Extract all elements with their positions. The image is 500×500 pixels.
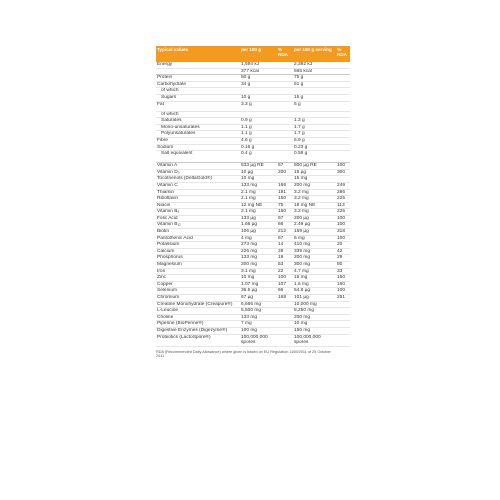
table-row bbox=[156, 163, 350, 170]
rda-100g-value: 67 bbox=[277, 163, 293, 170]
per-100g-value: 2.1 mg bbox=[240, 196, 277, 203]
rda-100g-value bbox=[277, 68, 293, 75]
per-serving-value: 410 mg bbox=[293, 242, 336, 249]
row-label: Digestive Enzymes (Digezyme®) bbox=[156, 327, 240, 334]
per-serving-value: 15 µg bbox=[293, 169, 336, 176]
rda-serving-value: 80 bbox=[336, 262, 350, 269]
row-label: Vitamin A bbox=[156, 163, 240, 170]
row-label: Sugars bbox=[156, 94, 240, 101]
per-100g-value: 1,594 kJ bbox=[240, 62, 277, 68]
rda-serving-value bbox=[336, 88, 350, 95]
table-row bbox=[156, 262, 350, 269]
table-row bbox=[156, 301, 350, 308]
per-serving-value: 18 mg NE bbox=[293, 202, 336, 209]
per-serving-value: 3.2 mg bbox=[293, 209, 336, 216]
rda-100g-value bbox=[277, 321, 293, 328]
rda-100g-value bbox=[277, 334, 293, 346]
rda-serving-value bbox=[336, 68, 350, 75]
per-serving-value: 10,000 mg bbox=[293, 301, 336, 308]
per-serving-value: 6 mg bbox=[293, 235, 336, 242]
row-label: Probiotics (LactoSpore®) bbox=[156, 334, 240, 346]
rda-serving-value bbox=[336, 137, 350, 144]
per-100g-value: 100,000,000 spores bbox=[240, 334, 277, 346]
row-label: Vitamin C bbox=[156, 182, 240, 189]
table-row bbox=[156, 68, 350, 75]
table-row bbox=[156, 88, 350, 95]
row-label: Creatine Monohydrate (Creapure®) bbox=[156, 301, 240, 308]
per-100g-value bbox=[240, 111, 277, 118]
per-100g-value: 10 µg bbox=[240, 169, 277, 176]
rda-serving-value bbox=[336, 176, 350, 183]
row-label: Magnesium bbox=[156, 262, 240, 269]
per-100g-value: 3.1 mg bbox=[240, 268, 277, 275]
rda-serving-value: 286 bbox=[336, 189, 350, 196]
rda-100g-value: 19 bbox=[277, 255, 293, 262]
per-100g-value: 4.6 g bbox=[240, 137, 277, 144]
rda-100g-value: 14 bbox=[277, 242, 293, 249]
row-label: Vitamin D₃ bbox=[156, 169, 240, 176]
rda-100g-value: 166 bbox=[277, 182, 293, 189]
per-serving-value: 150 mg bbox=[293, 327, 336, 334]
table-row bbox=[156, 229, 350, 236]
table-row bbox=[156, 124, 350, 131]
per-100g-value: 200 mg bbox=[240, 262, 277, 269]
per-serving-value: 15 mg bbox=[293, 275, 336, 282]
per-100g-value: 1.1 g bbox=[240, 124, 277, 131]
rda-serving-value bbox=[336, 118, 350, 125]
header-per-serving: per 150 g serving bbox=[293, 46, 336, 62]
table-row bbox=[156, 295, 350, 302]
per-100g-value: 133 mg bbox=[240, 314, 277, 321]
rda-100g-value bbox=[277, 151, 293, 163]
rda-100g-value bbox=[277, 88, 293, 95]
table-row bbox=[156, 235, 350, 242]
table-row bbox=[156, 196, 350, 203]
rda-serving-value: 29 bbox=[336, 255, 350, 262]
table-row bbox=[156, 334, 350, 346]
rda-100g-value: 150 bbox=[277, 209, 293, 216]
header-typical-values: Typical values bbox=[156, 46, 240, 62]
per-100g-value: 273 mg bbox=[240, 242, 277, 249]
per-serving-value: 100,000,000 spores bbox=[293, 334, 336, 346]
table-row bbox=[156, 248, 350, 255]
rda-serving-value: 33 bbox=[336, 268, 350, 275]
table-row bbox=[156, 169, 350, 176]
table-row bbox=[156, 321, 350, 328]
per-serving-value: 4.7 mg bbox=[293, 268, 336, 275]
per-serving-value: 15 g bbox=[293, 94, 336, 101]
per-serving-value: 101 µg bbox=[293, 295, 336, 302]
rda-100g-value bbox=[277, 327, 293, 334]
row-label: Phosphorus bbox=[156, 255, 240, 262]
table-row bbox=[156, 111, 350, 118]
row-label: Fibre bbox=[156, 137, 240, 144]
per-serving-value: 565 kcal bbox=[293, 68, 336, 75]
per-serving-value: 5 g bbox=[293, 101, 336, 111]
per-serving-value: 1.3 g bbox=[293, 118, 336, 125]
table-row bbox=[156, 222, 350, 229]
rda-serving-value bbox=[336, 131, 350, 138]
row-label bbox=[156, 68, 240, 75]
per-100g-value: 1.1 g bbox=[240, 131, 277, 138]
per-100g-value: 6,666 mg bbox=[240, 301, 277, 308]
table-row bbox=[156, 209, 350, 216]
rda-100g-value bbox=[277, 176, 293, 183]
rda-100g-value: 150 bbox=[277, 196, 293, 203]
per-serving-value: 1.7 g bbox=[293, 131, 336, 138]
row-label: Selenium bbox=[156, 288, 240, 295]
table-row bbox=[156, 101, 350, 111]
per-serving-value: 3.2 mg bbox=[293, 196, 336, 203]
per-serving-value: 159 µg bbox=[293, 229, 336, 236]
table-row bbox=[156, 202, 350, 209]
row-label: Calcium bbox=[156, 248, 240, 255]
table-row bbox=[156, 327, 350, 334]
rda-serving-value: 20 bbox=[336, 242, 350, 249]
table-row bbox=[156, 268, 350, 275]
rda-serving-value bbox=[336, 301, 350, 308]
rda-serving-value: 318 bbox=[336, 229, 350, 236]
rda-serving-value: 100 bbox=[336, 222, 350, 229]
per-100g-value: 10 mg bbox=[240, 275, 277, 282]
rda-serving-value: 100 bbox=[336, 163, 350, 170]
per-serving-value: 1.6 mg bbox=[293, 281, 336, 288]
per-serving-value: 2.49 µg bbox=[293, 222, 336, 229]
table-row bbox=[156, 81, 350, 88]
per-serving-value: 800 µg RE bbox=[293, 163, 336, 170]
rda-100g-value bbox=[277, 75, 293, 82]
rda-serving-value: 100 bbox=[336, 288, 350, 295]
rda-100g-value: 75 bbox=[277, 202, 293, 209]
per-serving-value: 0.58 g bbox=[293, 151, 336, 163]
per-100g-value: 533 µg RE bbox=[240, 163, 277, 170]
row-label: Choline bbox=[156, 314, 240, 321]
per-serving-value: 6.9 g bbox=[293, 137, 336, 144]
row-label: Piperine (BioPerine®) bbox=[156, 321, 240, 328]
row-label: Riboflavin bbox=[156, 196, 240, 203]
rda-100g-value bbox=[277, 301, 293, 308]
per-serving-value: 75 g bbox=[293, 75, 336, 82]
row-label: Chromium bbox=[156, 295, 240, 302]
rda-serving-value bbox=[336, 334, 350, 346]
per-serving-value: 15 mg bbox=[293, 176, 336, 183]
per-serving-value: 339 mg bbox=[293, 248, 336, 255]
rda-100g-value bbox=[277, 124, 293, 131]
rda-100g-value bbox=[277, 94, 293, 101]
row-label: Mono-unsaturates bbox=[156, 124, 240, 131]
row-label: Biotin bbox=[156, 229, 240, 236]
row-label: L-Leucine bbox=[156, 308, 240, 315]
rda-100g-value: 67 bbox=[277, 215, 293, 222]
rda-100g-value: 66 bbox=[277, 222, 293, 229]
per-100g-value: 0.16 g bbox=[240, 144, 277, 151]
per-serving-value: 51 g bbox=[293, 81, 336, 88]
per-100g-value: 3.3 g bbox=[240, 101, 277, 111]
table-row bbox=[156, 131, 350, 138]
rda-serving-value bbox=[336, 151, 350, 163]
rda-100g-value: 107 bbox=[277, 281, 293, 288]
rda-100g-value: 22 bbox=[277, 268, 293, 275]
rda-serving-value bbox=[336, 101, 350, 111]
row-label: Potassium bbox=[156, 242, 240, 249]
per-100g-value: 226 mg bbox=[240, 248, 277, 255]
table-row bbox=[156, 176, 350, 183]
table-row bbox=[156, 151, 350, 163]
rda-100g-value: 191 bbox=[277, 189, 293, 196]
row-label: Pantothenic Acid bbox=[156, 235, 240, 242]
per-100g-value: 7 mg bbox=[240, 321, 277, 328]
rda-serving-value: 251 bbox=[336, 295, 350, 302]
rda-100g-value bbox=[277, 111, 293, 118]
rda-serving-value bbox=[336, 111, 350, 118]
per-100g-value: 67 µg bbox=[240, 295, 277, 302]
per-100g-value: 133 µg bbox=[240, 215, 277, 222]
per-serving-value: 8,250 mg bbox=[293, 308, 336, 315]
per-100g-value: 50 g bbox=[240, 75, 277, 82]
table-row bbox=[156, 314, 350, 321]
row-label: Folic Acid bbox=[156, 215, 240, 222]
rda-100g-value: 66 bbox=[277, 288, 293, 295]
per-100g-value: 4 mg bbox=[240, 235, 277, 242]
nutrition-table bbox=[156, 46, 350, 347]
per-100g-value: 133 mg bbox=[240, 255, 277, 262]
rda-serving-value: 225 bbox=[336, 209, 350, 216]
table-row bbox=[156, 118, 350, 125]
rda-serving-value: 100 bbox=[336, 235, 350, 242]
row-label: Vitamin B₆ bbox=[156, 209, 240, 216]
row-label: of which bbox=[156, 88, 240, 95]
table-row bbox=[156, 215, 350, 222]
table-row bbox=[156, 137, 350, 144]
per-100g-value: 100 mg bbox=[240, 327, 277, 334]
table-row bbox=[156, 255, 350, 262]
row-label: Saturates bbox=[156, 118, 240, 125]
rda-100g-value: 212 bbox=[277, 229, 293, 236]
per-100g-value: 1.07 mg bbox=[240, 281, 277, 288]
rda-100g-value bbox=[277, 81, 293, 88]
rda-serving-value bbox=[336, 94, 350, 101]
rda-serving-value bbox=[336, 327, 350, 334]
row-label: Copper bbox=[156, 281, 240, 288]
per-serving-value: 10 mg bbox=[293, 321, 336, 328]
per-serving-value: 200 mg bbox=[293, 255, 336, 262]
rda-serving-value bbox=[336, 124, 350, 131]
per-100g-value: 1.66 µg bbox=[240, 222, 277, 229]
rda-100g-value bbox=[277, 101, 293, 111]
per-100g-value: 106 µg bbox=[240, 229, 277, 236]
table-row bbox=[156, 288, 350, 295]
rda-100g-value bbox=[277, 314, 293, 321]
row-label: Iron bbox=[156, 268, 240, 275]
rda-100g-value: 28 bbox=[277, 248, 293, 255]
per-serving-value: 1.7 g bbox=[293, 124, 336, 131]
table-row bbox=[156, 242, 350, 249]
row-label: Protein bbox=[156, 75, 240, 82]
rda-serving-value: 300 bbox=[336, 169, 350, 176]
rda-100g-value bbox=[277, 137, 293, 144]
per-100g-value: 36.5 µg bbox=[240, 288, 277, 295]
rda-100g-value bbox=[277, 131, 293, 138]
row-label: Fat bbox=[156, 101, 240, 111]
row-label: Carbohydrate bbox=[156, 81, 240, 88]
per-serving-value: 300 mg bbox=[293, 262, 336, 269]
rda-serving-value bbox=[336, 144, 350, 151]
table-row bbox=[156, 182, 350, 189]
per-100g-value: 377 kcal bbox=[240, 68, 277, 75]
header-per-100g: per 100 g bbox=[240, 46, 277, 62]
row-label: Tocotrienols (DeltaGold®) bbox=[156, 176, 240, 183]
rda-100g-value bbox=[277, 118, 293, 125]
per-100g-value: 0.9 g bbox=[240, 118, 277, 125]
row-label: Thiamin bbox=[156, 189, 240, 196]
table-row bbox=[156, 75, 350, 82]
table-row bbox=[156, 94, 350, 101]
rda-100g-value: 200 bbox=[277, 169, 293, 176]
rda-100g-value bbox=[277, 144, 293, 151]
rda-100g-value: 168 bbox=[277, 295, 293, 302]
footnote: RDA (Recommended Daily Allowance) where given is based on EU Regulation 1169/2011 of 25 October 2011 bbox=[156, 349, 331, 359]
per-serving-value bbox=[293, 88, 336, 95]
table-header-row bbox=[156, 46, 350, 62]
rda-serving-value bbox=[336, 308, 350, 315]
rda-100g-value: 67 bbox=[277, 235, 293, 242]
table-row bbox=[156, 275, 350, 282]
per-100g-value: 0.4 g bbox=[240, 151, 277, 163]
rda-serving-value: 42 bbox=[336, 248, 350, 255]
row-label: Polyunsaturates bbox=[156, 131, 240, 138]
per-100g-value: 10 mg bbox=[240, 176, 277, 183]
rda-serving-value: 150 bbox=[336, 275, 350, 282]
row-label: Zinc bbox=[156, 275, 240, 282]
rda-serving-value: 113 bbox=[336, 202, 350, 209]
per-100g-value: 12 mg NE bbox=[240, 202, 277, 209]
rda-serving-value: 160 bbox=[336, 281, 350, 288]
table-row bbox=[156, 189, 350, 196]
per-serving-value bbox=[293, 111, 336, 118]
table-row bbox=[156, 308, 350, 315]
row-label: Salt equivalent bbox=[156, 151, 240, 163]
rda-100g-value: 100 bbox=[277, 275, 293, 282]
table-row bbox=[156, 144, 350, 151]
rda-100g-value: 53 bbox=[277, 262, 293, 269]
per-100g-value: 34 g bbox=[240, 81, 277, 88]
row-label: Energy bbox=[156, 62, 240, 68]
rda-serving-value bbox=[336, 321, 350, 328]
per-100g-value: 2.1 mg bbox=[240, 189, 277, 196]
rda-100g-value bbox=[277, 308, 293, 315]
rda-serving-value bbox=[336, 314, 350, 321]
per-serving-value: 54.8 µg bbox=[293, 288, 336, 295]
nutrition-panel bbox=[156, 46, 350, 359]
rda-serving-value: 249 bbox=[336, 182, 350, 189]
per-serving-value: 200 mg bbox=[293, 314, 336, 321]
row-label: Niacin bbox=[156, 202, 240, 209]
per-100g-value: 133 mg bbox=[240, 182, 277, 189]
row-label: Vitamin B₁₂ bbox=[156, 222, 240, 229]
per-serving-value: 200 mg bbox=[293, 182, 336, 189]
row-label: Sodium bbox=[156, 144, 240, 151]
per-serving-value: 200 µg bbox=[293, 215, 336, 222]
header-rda-100g: % RDA bbox=[277, 46, 293, 62]
row-label: of which bbox=[156, 111, 240, 118]
rda-serving-value bbox=[336, 75, 350, 82]
table-row bbox=[156, 281, 350, 288]
per-100g-value: 5,500 mg bbox=[240, 308, 277, 315]
table-body bbox=[156, 62, 350, 346]
per-100g-value: 2.1 mg bbox=[240, 209, 277, 216]
rda-serving-value bbox=[336, 81, 350, 88]
header-rda-serving: % RDA bbox=[336, 46, 350, 62]
per-serving-value: 2,392 kJ bbox=[293, 62, 336, 68]
per-100g-value: 10 g bbox=[240, 94, 277, 101]
rda-serving-value: 225 bbox=[336, 196, 350, 203]
per-serving-value: 3.2 mg bbox=[293, 189, 336, 196]
rda-serving-value: 100 bbox=[336, 215, 350, 222]
per-serving-value: 0.23 g bbox=[293, 144, 336, 151]
per-100g-value bbox=[240, 88, 277, 95]
